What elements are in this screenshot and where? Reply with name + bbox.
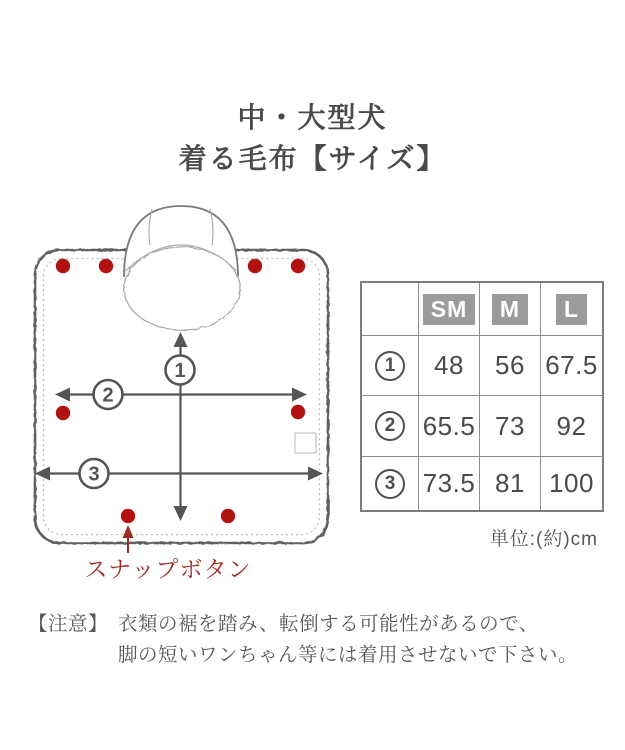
snap-dot: [248, 259, 262, 273]
row-circ-num-1: 1: [375, 351, 405, 381]
value-2-m: 73: [495, 410, 525, 441]
hood: [124, 206, 240, 330]
snap-dot: [121, 509, 135, 523]
snap-dot: [221, 509, 235, 523]
row-header-2: [361, 396, 419, 457]
caution-note: [28, 609, 578, 671]
blanket-measurement-diagram: [0, 195, 360, 610]
value-3-m: 81: [495, 468, 525, 498]
size-table-header-row: [361, 282, 603, 336]
table-row: [361, 336, 603, 396]
caution-text-line1: 衣類の裾を踏み、転倒する可能性があるので、: [118, 613, 539, 635]
measure-number-1: 1: [174, 360, 186, 382]
caution-label: 【注意】: [28, 613, 109, 635]
page-title-line2: 着る毛布【サイズ】: [178, 143, 447, 174]
snap-dot: [56, 259, 70, 273]
row-circ-num-2: 2: [375, 411, 405, 441]
measure-number-3: 3: [88, 463, 100, 486]
neck-opening: [124, 247, 240, 330]
measure-badge-1: [166, 356, 195, 385]
col-header-m: [480, 282, 541, 336]
value-2-sm: 65.5: [422, 410, 476, 441]
value-3-l: 100: [549, 468, 594, 498]
size-badge-sm: SM: [423, 294, 476, 325]
table-row: [361, 457, 603, 512]
snap-dot: [291, 259, 305, 273]
table-row: [361, 396, 603, 457]
page-title-line1: 中・大型犬: [237, 102, 388, 133]
snap-dot: [99, 259, 113, 273]
size-table: [360, 281, 604, 512]
snap-dot: [56, 406, 70, 420]
measure-badge-2: [94, 380, 123, 409]
value-1-l: 67.5: [545, 350, 598, 380]
snap-dot: [291, 405, 305, 419]
value-2-l: 92: [556, 410, 587, 441]
caution-text-line2: 脚の短いワンちゃん等には着用させないで下さい。: [118, 644, 579, 666]
measure-number-2: 2: [102, 384, 114, 407]
size-badge-m: M: [492, 294, 528, 325]
caution-text: [118, 609, 578, 671]
measure-badge-3: [80, 459, 109, 488]
value-1-sm: 48: [434, 350, 464, 380]
page-title: [0, 97, 625, 179]
size-badge-l: L: [556, 294, 587, 325]
row-circ-num-3: 3: [375, 469, 405, 499]
value-3-sm: 73.5: [422, 468, 476, 498]
unit-label: 単位:(約)cm: [489, 529, 598, 550]
row-header-1: [361, 336, 419, 396]
col-header-sm: [419, 282, 480, 336]
care-tag: [295, 433, 316, 453]
value-1-m: 56: [495, 350, 525, 380]
table-corner-cell: [361, 282, 419, 336]
col-header-l: [541, 282, 604, 336]
snap-button-label: スナップボタン: [84, 556, 252, 582]
row-header-3: [361, 457, 419, 512]
